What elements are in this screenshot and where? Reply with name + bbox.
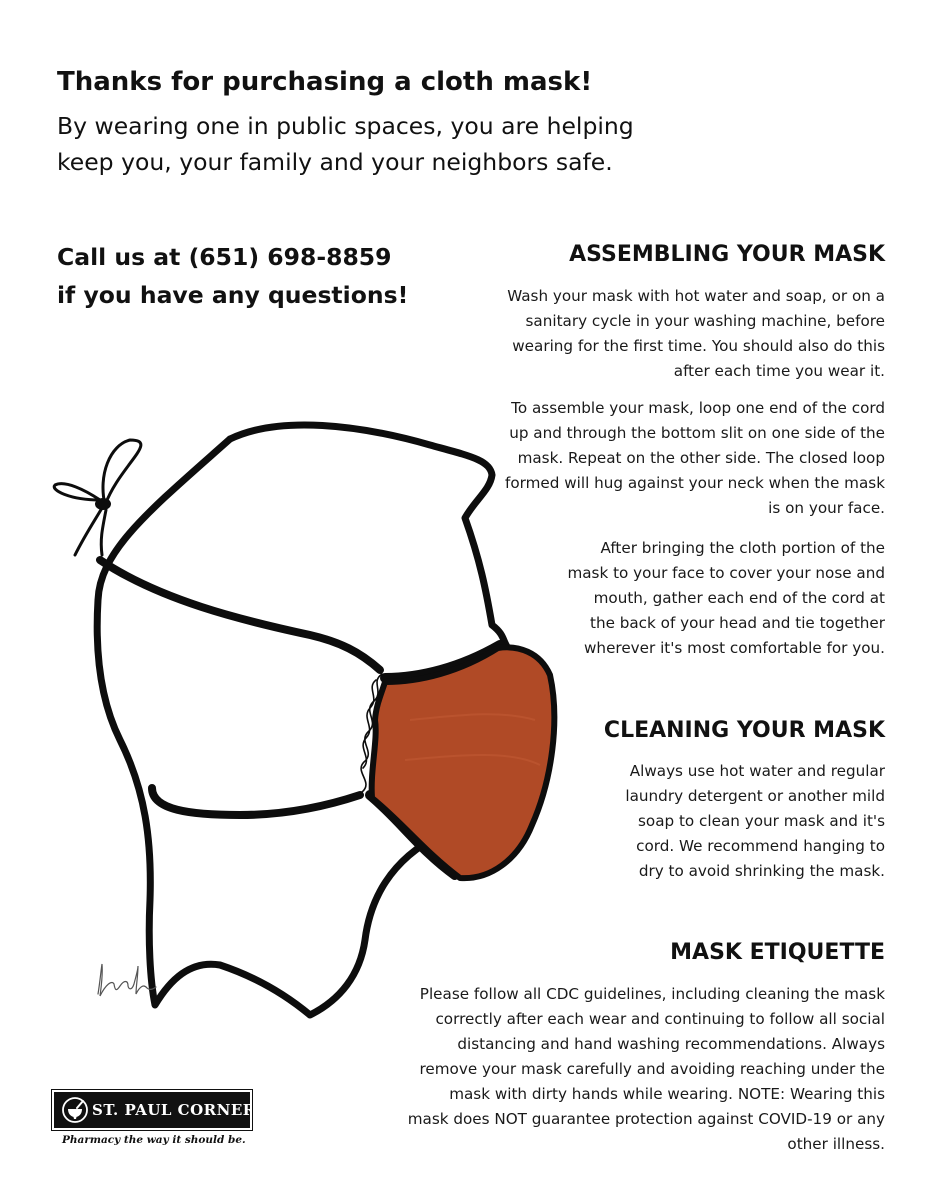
lower-strap	[152, 788, 360, 815]
tie-loop-b	[54, 484, 100, 500]
intro-text: By wearing one in public spaces, you are helping keep you, your family and your neighbors safe.	[57, 112, 634, 176]
etiquette-paragraph: Please follow all CDC guidelines, including cleaning the mask correctly after each wear and continuing to follow all social distancing and hand washing recommendations. Always remove your mask carefully and avoiding reaching under the mask with dirty hands while wearing. NOTE: Wearing this mask does NOT guarantee protection against COVID-19 or any other illness.	[407, 985, 885, 1153]
contact-callout	[57, 238, 437, 314]
upper-strap	[100, 560, 380, 670]
cloth-mask-fill	[372, 647, 555, 878]
assembling-paragraph-wash: Wash your mask with hot water and soap, or on a sanitary cycle in your washing machine, before wearing for the first time. You should also do this after each time you wear it.	[507, 287, 885, 380]
tie-knot	[95, 498, 111, 510]
logo-banner	[54, 1092, 315, 1128]
logo-store-name: ST. PAUL CORNER DRUG	[92, 1101, 315, 1119]
cleaning-paragraph: Always use hot water and regular laundry detergent or another mild soap to clean your mask and it's cord. We recommend hanging to dry to avoid shrinking the mask.	[625, 762, 885, 880]
etiquette-section-title: MASK ETIQUETTE	[670, 940, 885, 965]
assembling-section-title: ASSEMBLING YOUR MASK	[569, 242, 885, 267]
tie-loop-a	[103, 440, 141, 505]
mortar-pestle-icon	[60, 1095, 90, 1125]
tie-end-b	[101, 510, 106, 555]
assembling-paragraph-tie: After bringing the cloth portion of the mask to your face to cover your nose and mouth, gather each end of the cord at the back of your head and tie together wherever it's most comfortable for you.	[567, 539, 885, 657]
cleaning-section-title: CLEANING YOUR MASK	[603, 718, 885, 743]
head-outline	[230, 425, 508, 650]
head-with-cloth-mask-illustration	[40, 420, 560, 1020]
contact-questions-line: if you have any questions!	[57, 281, 409, 309]
page-headline: Thanks for purchasing a cloth mask!	[57, 67, 593, 97]
assembling-paragraph-cord: To assemble your mask, loop one end of the cord up and through the bottom slit on one side of the mask. Repeat on the other side. The closed loop formed will hug against your neck when the mask is on your face.	[505, 399, 885, 517]
tie-end-a	[75, 508, 102, 555]
store-logo	[54, 1092, 315, 1146]
logo-tagline: Pharmacy the way it should be.	[62, 1134, 246, 1146]
artist-signature	[92, 960, 162, 1000]
contact-phone-line: Call us at (651) 698-8859	[57, 243, 392, 271]
